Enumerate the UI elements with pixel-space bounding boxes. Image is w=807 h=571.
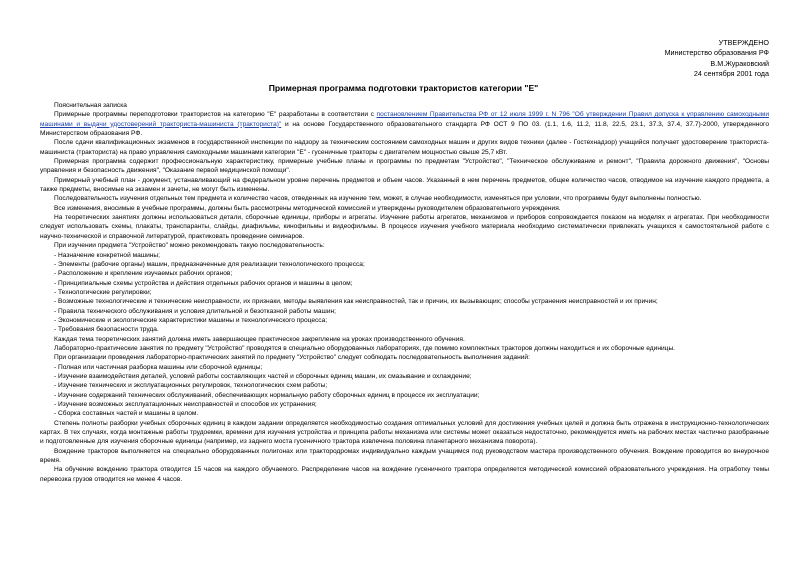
paragraph-text: Примерные программы переподготовки трактористов на категорию "Е" разработаны в соответствии с [54, 111, 377, 119]
list-item: - Полная или частичная разборка машины или сборочной единицы; [54, 363, 263, 371]
list-item: - Изучение взаимодействия деталей, условий работы составляющих частей и сборочных единиц машин, их смазывание и охлаждение; [54, 372, 472, 380]
government-decree-link[interactable]: постановлением Правительства РФ от 12 июля 1999 г. N 796 "Об утверждении Правил допуска к управлению самоходными машинами и выдачи удостоверений тракториста-машиниста (тракториста)" [40, 111, 769, 128]
paragraph: При организации проведения лабораторно-практических занятий по предмету "Устройство" следует соблюдать последовательность выполнения заданий: [54, 354, 530, 362]
paragraph-legal-basis [40, 110, 769, 138]
list-item: - Изучение содержаний технических обслуживаний, обеспечивающих нормальную работу сборочных единиц в процессе их эксплуатации; [54, 391, 480, 399]
list-item: - Изучение технических и эксплуатационных регулировок, технологических схем работы; [54, 382, 328, 390]
approval-ministry: Министерство образования РФ [664, 48, 769, 58]
paragraph: Степень полноты разборки учебных сборочных единиц в каждом задании определяется необходимостью создания оптимальных условий для достижения учебных целей и должна быть отражена в инструкционно-технологических картах. В тех случаях, когда монтажные работы трудоемки, времени для изучения устройства и принципа работы механизма или системы может оказаться недостаточно, рекомендуется иметь на рабочих местах частично разобранные и подготовленные для изучения сборочные единицы (например, из заднего моста гусеничного трактора извлечена половина планетарного механизма поворота). [40, 419, 769, 446]
section-heading: Пояснительная записка [54, 102, 127, 109]
paragraph: Примерная программа содержит профессиональную характеристику, примерные учебные планы и программы по предметам "Устройство", "Техническое обслуживание и ремонт", "Правила дорожного движения", "Основы управления и безопасность движения", "Оказание первой медицинской помощи". [40, 158, 769, 175]
list-item: - Экономические и экологические характеристики машины и технологического процесса; [54, 316, 328, 324]
list-item: - Назначение конкретной машины; [54, 251, 160, 259]
list-item: - Технологические регулировки; [54, 288, 152, 296]
list-item: - Расположение и крепление изучаемых рабочих органов; [54, 270, 233, 278]
list-item: - Требования безопасности труда. [54, 326, 159, 334]
list-item: - Изучение возможных эксплуатационных неисправностей и способов их устранения; [54, 401, 317, 408]
approval-signatory: В.М.Жураковский [710, 58, 769, 68]
paragraph: Каждая тема теоретических занятий должна иметь завершающее практическое закрепление на уроках производственного обучения. [54, 335, 465, 343]
list-item: - Элементы (рабочие органы) машин, предназначенные для реализации технологического процесса; [54, 260, 365, 268]
list-item: - Правила технического обслуживания и условия длительной и безотказной работы машин; [54, 307, 336, 315]
document-body [40, 101, 769, 484]
paragraph: Лабораторно-практические занятия по предмету "Устройство" проводятся в специально оборудованных лабораториях, где помимо комплектных тракторов должны находиться и их сборочные единицы. [54, 344, 676, 352]
document-title: Примерная программа подготовки трактористов категории "Е" [268, 83, 539, 93]
paragraph-text: и на основе Государственного образовательного стандарта РФ ОСТ 9 ПО 03. (1.1, 1.6, 11.2, 11.8, 22.5, 23.1, 37.3, 37.4, 37.7)-2000, утвержденного Министерством образования РФ. [40, 120, 769, 138]
paragraph: На теоретических занятиях должны использоваться детали, сборочные единицы, приборы и агрегаты. Изучение работы агрегатов, механизмов и приборов сопровождается показом на моделях и агрегатах. При необходимости следует использовать схемы, плакаты, транспаранты, слайды, диафильмы, кинофильмы и видеофильмы. В процессе изучения учебного материала необходимо систематически привлекать учащихся к самостоятельной работе с научно-технической и справочной литературой, практиковать проведение семинаров. [40, 214, 769, 240]
approval-date: 24 сентября 2001 года [693, 69, 769, 79]
paragraph: На обучение вождению трактора отводится 15 часов на каждого обучаемого. Распределение часов на вождение гусеничного трактора определяется методической комиссией образовательного учреждения. На отработку темы перевозка грузов отводится не менее 4 часов. [40, 466, 769, 483]
list-item: - Возможные технологические и технические неисправности, их признаки, методы выявления как неисправностей, так и причин, их вызывающих; способы устранения неисправностей и их причин; [54, 298, 658, 306]
paragraph: Все изменения, вносимые в учебные программы, должны быть рассмотрены методической комиссией и утверждены руководителем образовательного учреждения. [54, 204, 561, 212]
paragraph: Примерный учебный план - документ, устанавливающий на федеральном уровне перечень предметов и объем часов. Указанный в нем перечень предметов, общее количество часов, отводимое на изучение каждого предмета, а также предметы, вносимые на экзамен и зачеты, не могут быть изменены. [40, 176, 769, 194]
paragraph: Вождение тракторов выполняется на специально оборудованных полигонах или трактородромах индивидуально каждым учащимся под руководством мастера производственного обучения. Вождение проводится во внеурочное время. [40, 447, 769, 465]
paragraph: Последовательность изучения отдельных тем предмета и количество часов, отведенных на изучение тем, может, в случае необходимости, изменяться при условии, что программы будут выполнены полностью. [54, 195, 702, 203]
paragraph: При изучении предмета "Устройство" можно рекомендовать такую последовательность: [54, 242, 325, 250]
approval-status: УТВЕРЖДЕНО [718, 38, 769, 47]
approval-stamp [665, 38, 769, 80]
list-item: - Сборка составных частей и машины в целом. [54, 410, 199, 418]
list-item: - Принципиальные схемы устройства и действия отдельных рабочих органов и машины в целом; [54, 279, 353, 287]
paragraph: После сдачи квалификационных экзаменов в государственной инспекции по надзору за техническим состоянием самоходных машин и других видов техники (далее - Гостехнадзор) учащийся получает удостоверение тракториста-машиниста (тракториста) на право управления самоходными машинами категории "Е" - гусеничные тракторы с двигателем мощностью свыше 25,7 кВт. [40, 139, 769, 156]
